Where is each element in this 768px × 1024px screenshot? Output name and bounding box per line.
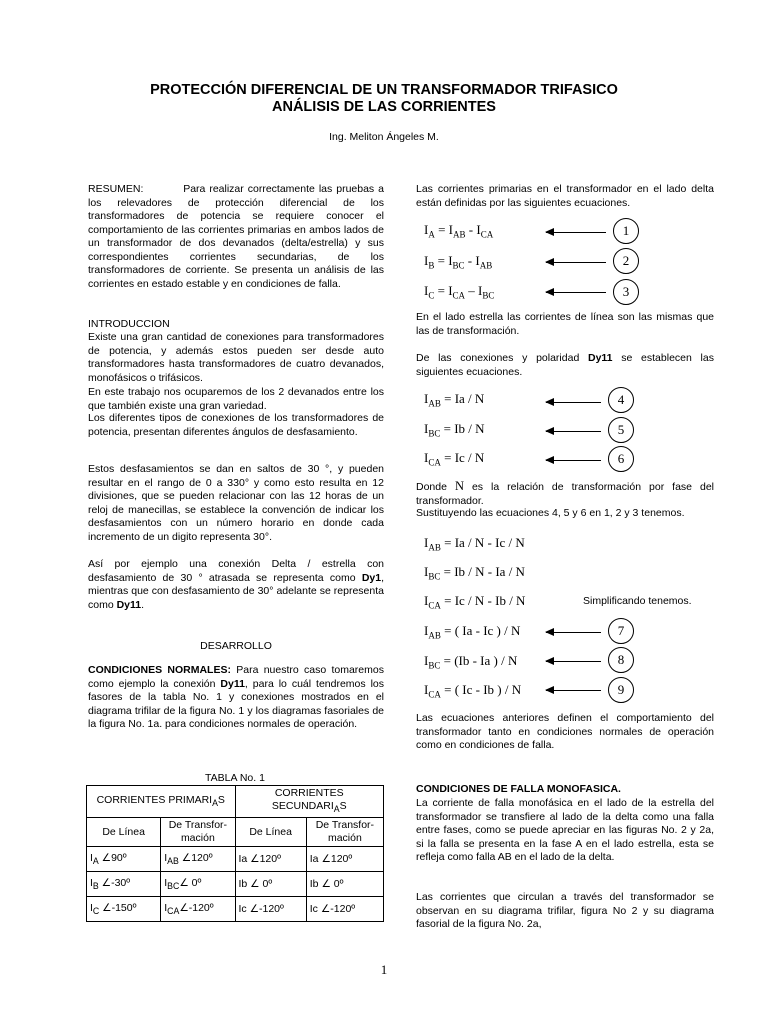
table-cell: $I_{BC}\angle$ 0º xyxy=(161,872,235,897)
left-arrow-icon xyxy=(546,402,601,403)
dy11-bold: Dy11 xyxy=(588,352,613,364)
table-cell: Ic ∠-120º xyxy=(306,897,383,922)
cond-text-a: Para nuestro caso tomaremos como ejemplo la conexión xyxy=(88,664,384,690)
equation-number-4: 4 xyxy=(608,387,634,413)
equation-number-3: 3 xyxy=(613,279,639,305)
intro-paragraph-2: En este trabajo nos ocuparemos de los 2 devanados entre los que también existe una gran variedad. xyxy=(88,386,384,412)
table-subheader: De Línea xyxy=(235,818,306,847)
equation-1: $I_A = I_{AB} - I_{CA}$ xyxy=(424,222,494,240)
resumen-text: Para realizar correctamente las pruebas a los relevadores de protección diferencial de los transformadores de potencia se requiere conocer el comportamiento de las corrientes primarias en ambos lados de un transformador de dos devanados (delta/estrella) y sus correspondientes corrientes secundarias, de los transformadores de corriente. Se presenta un análisis de las corrientes en estado estable y en condiciones de falla. xyxy=(88,183,384,290)
table-cell: $I_{AB}$ ∠120º xyxy=(161,847,235,872)
equation-number-2: 2 xyxy=(613,248,639,274)
table-row xyxy=(87,897,384,922)
resumen-label: RESUMEN: xyxy=(88,183,144,195)
ejemplo-paragraph xyxy=(88,558,384,612)
table-cell: Ib ∠ 0º xyxy=(306,872,383,897)
equation-5: $I_{BC} = Ib / N$ xyxy=(424,421,485,439)
anteriores-paragraph: Las ecuaciones anteriores definen el comportamiento del transformador tanto en condiciones normales de operación como en condiciones de falla. xyxy=(416,712,714,751)
equation-subst-1: $I_{AB} = Ia / N - Ic / N$ xyxy=(424,535,525,553)
table-cell: Ib ∠ 0º xyxy=(235,872,306,897)
falla-paragraph: La corriente de falla monofásica en el lado de la estrella del transformador se transfiere al lado de la delta como una falla entre fases, como se puede apreciar en las figuras No. 2 y 2a, si la falla se presenta en la fase A en el lado estrella, esta se refleja como falla AB en el lado de la delta. xyxy=(416,797,714,863)
circulan-paragraph: Las corrientes que circulan a través del transformador se observan en su diagrama trifilar, figura No 2 y su diagrama fasorial de la figura No. 2a, xyxy=(416,891,714,930)
donde-paragraph xyxy=(416,480,714,508)
desarrollo-heading: DESARROLLO xyxy=(200,640,272,652)
ejemplo-text-a: Así por ejemplo una conexión Delta / estrella con desfasamiento de 30 ° atrasada se representa como xyxy=(88,558,384,584)
equation-number-7: 7 xyxy=(608,618,634,644)
resumen-paragraph xyxy=(88,183,384,291)
equation-number-9: 9 xyxy=(608,677,634,703)
falla-heading: CONDICIONES DE FALLA MONOFASICA. xyxy=(416,783,621,795)
table-group-primarias: CORRIENTES $PRIMARI_AS$ xyxy=(87,786,236,818)
equation-8: $I_{BC} = (Ib - Ia$ ) / N xyxy=(424,653,518,671)
equation-number-5: 5 xyxy=(608,417,634,443)
table-cell: Ia ∠120º xyxy=(235,847,306,872)
equation-2: $I_B = I_{BC} - I_{AB}$ xyxy=(424,253,493,271)
dy11-label: Dy11 xyxy=(116,598,142,611)
paper-title-line2: ANÁLISIS DE LAS CORRIENTES xyxy=(272,99,496,115)
equation-3: $I_C = I_{CA} - I_{BC}$ xyxy=(424,283,495,301)
table-subheader: De Transfor-mación xyxy=(161,818,235,847)
condiciones-normales-paragraph xyxy=(88,664,384,732)
table-cell: $I_A$ ∠90º xyxy=(87,847,161,872)
left-arrow-icon xyxy=(546,661,601,662)
cond-text-c: , para lo cuál tendremos los fasores de la tabla No. 1 y conexiones mostrados en el diagrama trifilar de la figura No. 1 y los diagramas fasoriales de la figura No. 1a. para condiciones normales de operación. xyxy=(88,677,384,730)
left-arrow-icon xyxy=(546,690,601,691)
table-cell: Ic ∠-120º xyxy=(235,897,306,922)
equation-7: $I_{AB}$ = ( Ia - Ic ) / N xyxy=(424,623,521,641)
dy11-paragraph xyxy=(416,352,714,379)
estrella-paragraph: En el lado estrella las corrientes de línea son las mismas que las de transformación. xyxy=(416,311,714,337)
simplificando-label: Simplificando tenemos. xyxy=(583,595,692,607)
left-arrow-icon xyxy=(546,632,601,633)
equation-subst-3: $I_{CA} = Ic / N - Ib / N$ xyxy=(424,593,526,611)
intro-paragraph-3: Los diferentes tipos de conexiones de los transformadores de potencia, presentan diferentes ángulos de desfasamiento. xyxy=(88,412,384,438)
sustituyendo-paragraph: Sustituyendo las ecuaciones 4, 5 y 6 en 1, 2 y 3 tenemos. xyxy=(416,507,685,519)
paper-title-line1: PROTECCIÓN DIFERENCIAL DE UN TRANSFORMADOR TRIFASICO xyxy=(150,82,618,98)
page-number: 1 xyxy=(380,962,388,977)
dy11-text-a: De las conexiones y polaridad xyxy=(416,352,588,364)
ejemplo-text-e: . xyxy=(141,598,145,611)
primary-currents-paragraph: Las corrientes primarias en el transformador en el lado delta están definidas por las siguientes ecuaciones. xyxy=(416,183,714,209)
left-arrow-icon xyxy=(546,460,601,461)
phasor-table xyxy=(86,785,384,922)
left-arrow-icon xyxy=(546,431,601,432)
table-subheader: De Transfor-mación xyxy=(306,818,383,847)
equation-number-1: 1 xyxy=(613,218,639,244)
table-cell: $I_B$ ∠-30º xyxy=(87,872,161,897)
desfase-paragraph: Estos desfasamientos se dan en saltos de 30 °, y pueden resultar en el rango de 0 a 330° y como esto resulta en 12 divisiones, que se pueden relacionar con las 12 horas de un reloj de manecillas, se establece la convención de indicar los desfasamientos con un número horario en donde cada incremento de un digito representa 30°. xyxy=(88,463,384,543)
table-cell: $I_C$ ∠-150º xyxy=(87,897,161,922)
left-arrow-icon xyxy=(546,292,606,293)
donde-text-a: Donde xyxy=(416,481,455,493)
table-group-secundarias: CORRIENTES $SECUNDARI_AS$ xyxy=(235,786,384,818)
equation-6: $I_{CA} = Ic / N$ xyxy=(424,450,485,468)
dy1-label: Dy1 xyxy=(361,571,382,584)
equation-4: $I_{AB} = Ia / N$ xyxy=(424,391,485,409)
condiciones-normales-label: CONDICIONES NORMALES: xyxy=(88,664,231,676)
author: Ing. Meliton Ángeles M. xyxy=(329,131,439,143)
ejemplo-text-c: , mientras que con desfasamiento de 30° adelante se representa como xyxy=(88,571,384,611)
equation-number-8: 8 xyxy=(608,647,634,673)
left-arrow-icon xyxy=(546,262,606,263)
donde-text-b: es la relación de transformación por fase del transformador. xyxy=(416,481,715,507)
n-symbol: N xyxy=(454,479,464,493)
table-row xyxy=(87,872,384,897)
intro-paragraph-1: Existe una gran cantidad de conexiones para transformadores de potencia, y además estos pueden ser desde auto transformadores hasta transformadores de cuatro devanados, monofásicos o trifásicos. xyxy=(88,331,384,384)
table-cell: Ia ∠120º xyxy=(306,847,383,872)
dy11-text-c: se establecen las siguientes ecuaciones. xyxy=(416,352,714,378)
cond-dy11-label: Dy11 xyxy=(220,677,245,690)
equation-9: $I_{CA}$ = ( Ic - Ib ) / N xyxy=(424,682,522,700)
table-row xyxy=(87,847,384,872)
table-caption: TABLA No. 1 xyxy=(205,772,265,784)
table-cell: $I_{CA}\angle-120º$ xyxy=(161,897,235,922)
intro-heading: INTRODUCCION xyxy=(88,318,170,330)
equation-subst-2: $I_{BC} = Ib / N - Ia / N$ xyxy=(424,564,525,582)
table-subheader: De Línea xyxy=(87,818,161,847)
left-arrow-icon xyxy=(546,232,606,233)
equation-number-6: 6 xyxy=(608,446,634,472)
